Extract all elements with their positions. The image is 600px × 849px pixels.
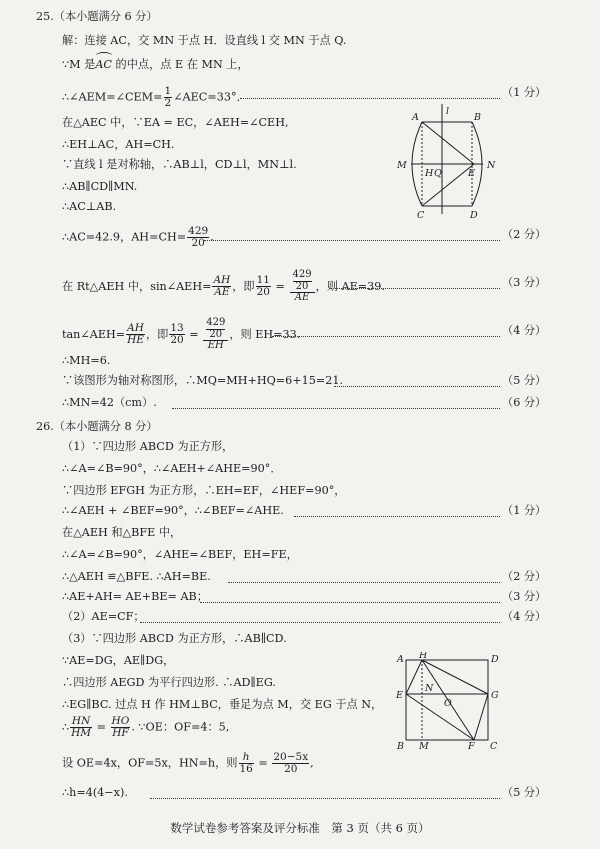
label-C: C — [490, 741, 498, 752]
label-l: l — [446, 106, 450, 117]
score-4: （4 分） — [502, 324, 547, 337]
q26-line-2: ∴∠A=∠B=90°，∴∠AEH+∠AHE=90°． — [62, 462, 282, 475]
q26-line-10: （3）∵四边形 ABCD 为正方形，∴AB∥CD. — [62, 632, 287, 645]
q25-header: 25.（本小题满分 6 分） — [36, 10, 158, 23]
q26-header: 26.（本小题满分 8 分） — [36, 420, 158, 433]
score-q26-1: （1 分） — [502, 504, 547, 517]
q25-line-10: 在 Rt△AEH 中，sin∠AEH= $\frac{AH}{AE}$ ，即 $\frac{11}{20}$ = 429 20 AE，则 AE=39. — [62, 269, 385, 303]
label-H: H — [419, 652, 428, 661]
score-1: （1 分） — [502, 86, 547, 99]
q26-line-11: ∵AE=DG，AE∥DG， — [62, 654, 175, 667]
leader-dots — [330, 288, 500, 289]
label-E: E — [396, 690, 403, 701]
score-2: （2 分） — [502, 228, 547, 241]
score-q26-2: （2 分） — [502, 570, 547, 583]
q25-figure — [392, 104, 517, 224]
leader-dots — [204, 240, 500, 241]
label-H: H — [425, 168, 434, 179]
label-M: M — [397, 160, 407, 171]
q25-line-4: 在△AEC 中，∵EA = EC，∠AEH=∠CEH, — [62, 116, 289, 129]
q25-line-7: ∴AB∥CD∥MN. — [62, 180, 138, 193]
label-B: B — [474, 112, 481, 123]
q25-line-2: ∵M 是 AC 的中点，点 E 在 MN 上， — [62, 58, 249, 72]
label-A: A — [412, 112, 419, 123]
score-q26-5: （5 分） — [502, 786, 547, 799]
q26-line-8: ∴AE+AH= AE+BE= AB； — [62, 590, 208, 603]
label-B: B — [397, 741, 404, 752]
q25-line-5: ∴EH⊥AC，AH=CH. — [62, 138, 175, 151]
leader-dots — [228, 582, 500, 583]
leader-dots — [240, 98, 500, 99]
q26-figure — [394, 652, 504, 752]
q25-line-8: ∴AC⊥AB. — [62, 200, 117, 213]
leader-dots — [334, 386, 500, 387]
q26-line-4: ∴∠AEH + ∠BEF=90°，∴∠BEF=∠AHE. — [62, 504, 284, 517]
score-5: （5 分） — [502, 374, 547, 387]
score-q26-4: （4 分） — [502, 610, 547, 623]
label-D: D — [491, 654, 499, 665]
q26-line-9: （2）AE=CF； — [62, 610, 145, 623]
label-M: M — [419, 741, 429, 752]
q25-line-6: ∵直线 l 是对称轴，∴AB⊥l，CD⊥l，MN⊥l. — [62, 158, 297, 171]
page-footer: 数学试卷参考答案及评分标准 第 3 页（共 6 页） — [170, 821, 430, 835]
leader-dots — [150, 798, 500, 799]
q25-line-1: 解：连接 AC，交 MN 于点 H．设直线 l 交 MN 于点 Q. — [62, 34, 347, 47]
q25-line-9: ∴AC=42.9，AH=CH= $\frac{429}{20}$ . — [62, 225, 214, 249]
label-C: C — [417, 210, 425, 221]
leader-dots — [294, 516, 500, 517]
leader-dots — [272, 336, 500, 337]
q25-line-14: ∴MN=42（cm）. — [62, 396, 157, 409]
q25-line-3: ∴∠AEM=∠CEM= $\frac{1}{2}$ ∠AEC=33°． — [62, 85, 248, 109]
score-q26-3: （3 分） — [502, 590, 547, 603]
label-D: D — [470, 210, 478, 221]
label-G: G — [491, 690, 499, 701]
q26-line-16: ∴h=4(4−x). — [62, 786, 128, 799]
label-E: E — [468, 168, 475, 179]
q25-line-12: ∴MH=6. — [62, 354, 111, 367]
label-Q: Q — [434, 168, 442, 179]
q26-line-14: ∴ $\frac{HN}{HM}$ = $\frac{HO}{HF}$ . ∵OE：OF=4：5, — [62, 715, 230, 739]
q26-line-1: （1）∵四边形 ABCD 为正方形， — [62, 440, 234, 453]
q26-line-12: ∴四边形 AEGD 为平行四边形. ∴AD∥EG. — [62, 676, 276, 689]
q25-line-11: tan∠AEH= $\frac{AH}{HE}$ ，即 $\frac{13}{20}$ = 429 20 EH，则 EH=33. — [62, 317, 301, 351]
q25-line-13: ∵该图形为轴对称图形，∴MQ=MH+HQ=6+15=21. — [62, 374, 344, 387]
label-N: N — [487, 160, 496, 171]
q26-line-6: ∴∠A=∠B=90°，∠AHE=∠BEF，EH=FE， — [62, 548, 298, 561]
label-A: A — [397, 654, 404, 665]
score-3: （3 分） — [502, 276, 547, 289]
q26-line-15: 设 OE=4x，OF=5x，HN=h，则 $\frac{h}{16}$ = $\frac{20-5x}{20}$ , — [62, 751, 314, 775]
label-F: F — [468, 741, 475, 752]
q26-line-7: ∴△AEH ≌△BFE. ∴AH=BE. — [62, 570, 211, 583]
leader-dots — [200, 602, 500, 603]
score-6: （6 分） — [502, 396, 547, 409]
label-N: N — [425, 683, 434, 694]
label-O: O — [444, 698, 452, 709]
q26-line-3: ∵四边形 EFGH 为正方形，∴EH=EF，∠HEF=90°， — [62, 484, 346, 497]
q26-line-5: 在△AEH 和△BFE 中， — [62, 526, 182, 539]
q26-line-13: ∴EG∥BC. 过点 H 作 HM⊥BC，垂足为点 M，交 EG 于点 N， — [62, 698, 383, 711]
leader-dots — [140, 622, 500, 623]
leader-dots — [172, 408, 500, 409]
